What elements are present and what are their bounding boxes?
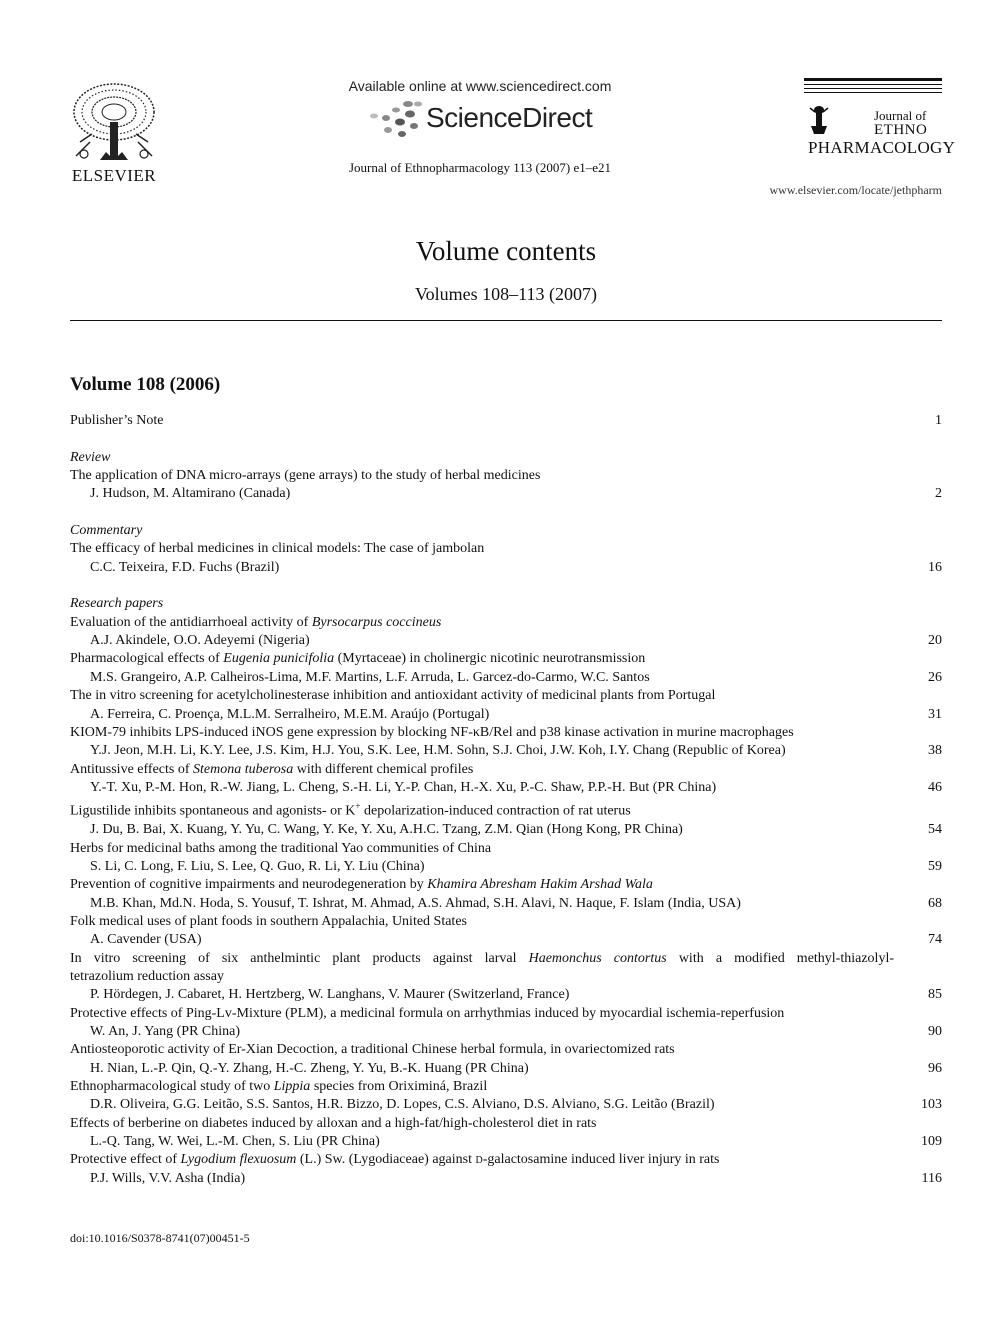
entry-title: Evaluation of the antidiarrhoeal activity of Byrsocarpus coccineus: [70, 614, 442, 630]
page-number: 20: [928, 633, 942, 649]
volume-heading: Volume 108 (2006): [70, 374, 221, 395]
entry-title: Protective effect of Lygodium flexuosum (L.) Sw. (Lygodiaceae) against d-galactosamine induced liver injury in rats: [70, 1152, 720, 1168]
journal-logo-rule: [804, 92, 942, 93]
sciencedirect-logo: [330, 98, 630, 142]
entry-title: Folk medical uses of plant foods in southern Appalachia, United States: [70, 913, 467, 929]
entry-authors: A. Cavender (USA): [90, 932, 202, 948]
entry-title: The application of DNA micro-arrays (gene arrays) to the study of herbal medicines: [70, 468, 541, 484]
sciencedirect-dots-icon: [366, 98, 426, 142]
entry-title: Publisher’s Note: [70, 413, 164, 428]
entry-title-continued: tetrazolium reduction assay: [70, 968, 224, 984]
entry-authors: P.J. Wills, V.V. Asha (India): [90, 1170, 246, 1186]
journal-logo-rule: [804, 84, 942, 85]
page-number: 109: [921, 1134, 942, 1150]
journal-logo-rule: [804, 88, 942, 89]
species-name: Stemona tuberosa: [193, 761, 294, 777]
contents-entry[interactable]: [70, 1115, 942, 1152]
page-number: 46: [928, 779, 942, 795]
page-number: 16: [928, 559, 942, 575]
entry-title: Protective effects of Ping-Lv-Mixture (PLM), a medicinal formula on arrhythmias induced by myocardial ischemia-reperfusion: [70, 1005, 785, 1021]
elsevier-logo: [68, 82, 160, 185]
entry-authors: Y.-T. Xu, P.-M. Hon, R.-W. Jiang, L. Cheng, S.-H. Li, Y.-P. Chan, H.-X. Xu, P.-C. Shaw, P.P.-H. But (PR China): [90, 779, 717, 795]
entry-authors: A. Ferreira, C. Proença, M.L.M. Serralheiro, M.E.M. Araújo (Portugal): [90, 706, 490, 722]
entry-authors: J. Hudson, M. Altamirano (Canada): [90, 486, 291, 502]
entry-title: Herbs for medicinal baths among the traditional Yao communities of China: [70, 840, 492, 856]
entry-authors: P. Hördegen, J. Cabaret, H. Hertzberg, W. Langhans, V. Maurer (Switzerland, France): [90, 987, 570, 1003]
journal-logo-line3: PHARMACOLOGY: [808, 138, 956, 157]
page-number: 90: [928, 1024, 942, 1039]
entry-title: Antiosteoporotic activity of Er-Xian Decoction, a traditional Chinese herbal formula, in ovariectomized rats: [70, 1042, 675, 1058]
contents-entry[interactable]: [70, 913, 942, 950]
entry-title: Effects of berberine on diabetes induced by alloxan and a high-fat/high-cholesterol diet in rats: [70, 1115, 597, 1131]
journal-logo-rule: [804, 78, 942, 81]
journal-logo: [804, 78, 956, 168]
available-online-text: Available online at www.sciencedirect.com: [348, 78, 612, 94]
entry-authors: S. Li, C. Long, F. Liu, S. Lee, Q. Guo, R. Li, Y. Liu (China): [90, 858, 425, 874]
entry-authors: M.B. Khan, Md.N. Hoda, S. Yousuf, T. Ishrat, M. Ahmad, A.S. Ahmad, S.H. Alavi, N. Haque, F. Islam (India, USA): [90, 895, 741, 911]
doi[interactable]: doi:10.1016/S0378-8741(07)00451-5: [70, 1231, 250, 1245]
page-number: 54: [928, 822, 942, 838]
species-name: Eugenia punicifolia: [223, 651, 335, 667]
entry-authors: A.J. Akindele, O.O. Adeyemi (Nigeria): [90, 633, 310, 649]
contents-list: [70, 412, 942, 1188]
entry-title: Antitussive effects of Stemona tuberosa with different chemical profiles: [70, 761, 474, 777]
entry-title: Prevention of cognitive impairments and neurodegeneration by Khamira Abresham Hakim Arshad Wala: [70, 877, 653, 893]
page-number: 85: [928, 987, 942, 1003]
page-title: Volume contents: [415, 236, 597, 266]
contents-entry[interactable]: [70, 1078, 942, 1115]
sciencedirect-name: ScienceDirect: [426, 102, 593, 133]
contents-entry[interactable]: [70, 876, 942, 913]
entry-authors: C.C. Teixeira, F.D. Fuchs (Brazil): [90, 559, 280, 575]
entry-title: KIOM-79 inhibits LPS-induced iNOS gene expression by blocking NF-κB/Rel and p38 kinase activation in murine macrophages: [70, 724, 794, 740]
entry-title: Ligustilide inhibits spontaneous and agonists- or K+ depolarization-induced contraction of rat uterus: [70, 801, 631, 819]
contents-entry[interactable]: [70, 840, 942, 877]
elsevier-tree-icon: [70, 82, 158, 162]
publisher-name: ELSEVIER: [71, 166, 157, 185]
page-number: 96: [928, 1060, 942, 1076]
page-number: 38: [928, 743, 942, 759]
entry-title: In vitro screening of six anthelmintic plant products against larval Haemonchus contortus with a modified methyl-thiazolyl-: [70, 950, 894, 966]
contents-entry[interactable]: [70, 540, 942, 577]
contents-entry[interactable]: [70, 1151, 942, 1188]
sciencedirect-block: [330, 78, 630, 176]
section-heading: Commentary: [70, 523, 143, 539]
entry-authors: W. An, J. Yang (PR China): [90, 1024, 241, 1039]
species-name: Lygodium flexuosum: [180, 1152, 297, 1168]
entry-title: Pharmacological effects of Eugenia punicifolia (Myrtaceae) in cholinergic nicotinic neurotransmission: [70, 651, 646, 667]
page-number: 68: [928, 895, 942, 911]
contents-entry[interactable]: [70, 650, 942, 687]
page-subtitle: Volumes 108–113 (2007): [415, 284, 597, 304]
section-heading: Research papers: [70, 596, 164, 612]
page-number: 26: [928, 669, 942, 685]
contents-entry[interactable]: [70, 687, 942, 724]
section-heading: Review: [70, 449, 111, 465]
contents-entry[interactable]: [70, 761, 942, 798]
contents-entry[interactable]: [70, 1041, 942, 1078]
contents-entry[interactable]: [70, 467, 942, 504]
contents-entry[interactable]: [70, 412, 942, 430]
page-number: 1: [935, 413, 942, 428]
contents-entry[interactable]: [70, 1005, 942, 1042]
page-number: 74: [928, 932, 942, 948]
journal-logo-line1: Journal of: [874, 108, 927, 123]
species-name: Lippia: [273, 1079, 311, 1095]
page-number: 59: [928, 858, 942, 874]
contents-entry[interactable]: [70, 950, 942, 1005]
contents-entry[interactable]: [70, 724, 942, 761]
page-number: 31: [928, 706, 942, 722]
page-number: 103: [921, 1097, 942, 1113]
species-name: Haemonchus contortus: [528, 950, 667, 966]
entry-authors: D.R. Oliveira, G.G. Leitão, S.S. Santos, H.R. Bizzo, D. Lopes, C.S. Alviano, D.S. Alviano, S.G. Leitão (Brazil): [90, 1097, 715, 1113]
journal-url[interactable]: www.elsevier.com/locate/jethpharm: [769, 183, 942, 197]
formula-name: Khamira Abresham Hakim Arshad Wala: [427, 877, 653, 893]
species-name: Byrsocarpus coccineus: [311, 614, 442, 630]
entry-title: The in vitro screening for acetylcholinesterase inhibition and antioxidant activity of medicinal plants from Portugal: [70, 688, 716, 704]
journal-citation: Journal of Ethnopharmacology 113 (2007) e1–e21: [349, 160, 611, 175]
contents-entry[interactable]: [70, 614, 942, 651]
entry-authors: H. Nian, L.-P. Qin, Q.-Y. Zhang, H.-C. Zheng, Y. Yu, B.-K. Huang (PR China): [90, 1060, 529, 1076]
entry-authors: M.S. Grangeiro, A.P. Calheiros-Lima, M.F. Martins, L.F. Arruda, L. Garcez-do-Carmo, W.C. Santos: [90, 669, 650, 685]
entry-title: Ethnopharmacological study of two Lippia species from Oriximiná, Brazil: [70, 1079, 488, 1095]
entry-authors: Y.J. Jeon, M.H. Li, K.Y. Lee, J.S. Kim, H.J. You, S.K. Lee, H.M. Sohn, S.J. Choi, J.W. Koh, I.Y. Chang (Republic of Korea): [90, 743, 786, 759]
entry-authors: J. Du, B. Bai, X. Kuang, Y. Yu, C. Wang, Y. Ke, Y. Xu, A.H.C. Tzang, Z.M. Qian (Hong Kong, PR China): [90, 822, 683, 838]
entry-title: The efficacy of herbal medicines in clinical models: The case of jambolan: [70, 541, 485, 557]
contents-entry[interactable]: [70, 797, 942, 839]
mortar-pestle-icon: [806, 104, 832, 136]
page-number: 2: [935, 486, 942, 502]
journal-logo-line2: ETHNO: [874, 122, 928, 138]
page-number: 116: [921, 1170, 942, 1186]
title-rule: [70, 320, 942, 321]
entry-authors: L.-Q. Tang, W. Wei, L.-M. Chen, S. Liu (PR China): [90, 1134, 380, 1150]
